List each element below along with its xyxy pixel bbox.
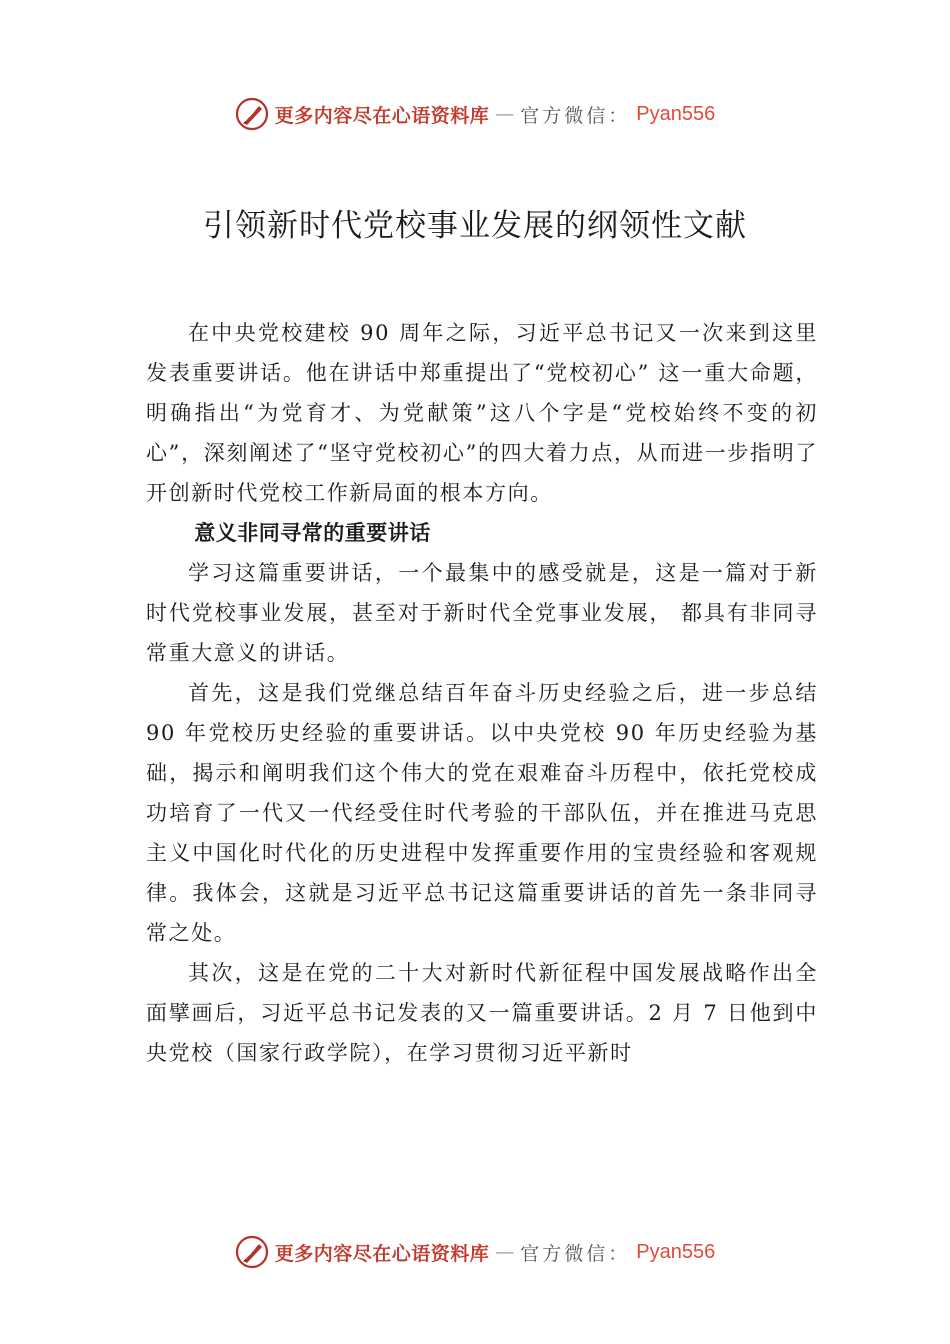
watermark-official-label: 官方微信： <box>520 1242 631 1265</box>
footer-watermark <box>0 1232 950 1272</box>
watermark-brand-text: 更多内容尽在心语资料库 <box>274 1242 490 1265</box>
document-body <box>146 313 818 1073</box>
quill-pen-logo-icon <box>235 97 269 131</box>
watermark-official-label: 官方微信： <box>520 104 631 127</box>
section-paragraph: 学习这篇重要讲话，一个最集中的感受就是，这是一篇对于新时代党校事业发展，甚至对于新时代全党事业发展， 都具有非同寻常重大意义的讲话。 <box>146 561 818 665</box>
section-heading: 意义非同寻常的重要讲话 <box>194 521 431 545</box>
watermark-wechat-id: Pyan556 <box>636 1240 716 1263</box>
watermark-separator: — <box>495 103 515 125</box>
watermark-brand-text: 更多内容尽在心语资料库 <box>274 104 490 127</box>
header-watermark <box>0 94 950 134</box>
intro-paragraph: 在中央党校建校 90 周年之际，习近平总书记又一次来到这里发表重要讲话。他在讲话中郑重提出了“党校初心” 这一重大命题，明确指出“为党育才、为党献策”这八个字是“党校始终不变的初心”，深刻阐述了“坚守党校初心”的四大着力点，从而进一步指明了开创新时代党校工作新局面的根本方向。 <box>146 321 818 505</box>
section-paragraph: 其次，这是在党的二十大对新时代新征程中国发展战略作出全面擘画后，习近平总书记发表的又一篇重要讲话。2 月 7 日他到中央党校（国家行政学院），在学习贯彻习近平新时 <box>146 961 818 1065</box>
document-title: 引领新时代党校事业发展的纲领性文献 <box>203 208 747 244</box>
quill-pen-logo-icon <box>235 1235 269 1269</box>
watermark-wechat-id: Pyan556 <box>636 102 716 125</box>
section-paragraph: 首先，这是我们党继总结百年奋斗历史经验之后，进一步总结 90 年党校历史经验的重要讲话。以中央党校 90 年历史经验为基础，揭示和阐明我们这个伟大的党在艰难奋斗历程中，依托党校成功培育了一代又一代经受住时代考验的干部队伍，并在推进马克思主义中国化时代化的历史进程中发挥重要作用的宝贵经验和客观规律。我体会，这就是习近平总书记这篇重要讲话的首先一条非同寻常之处。 <box>146 681 818 945</box>
watermark-separator: — <box>495 1241 515 1263</box>
